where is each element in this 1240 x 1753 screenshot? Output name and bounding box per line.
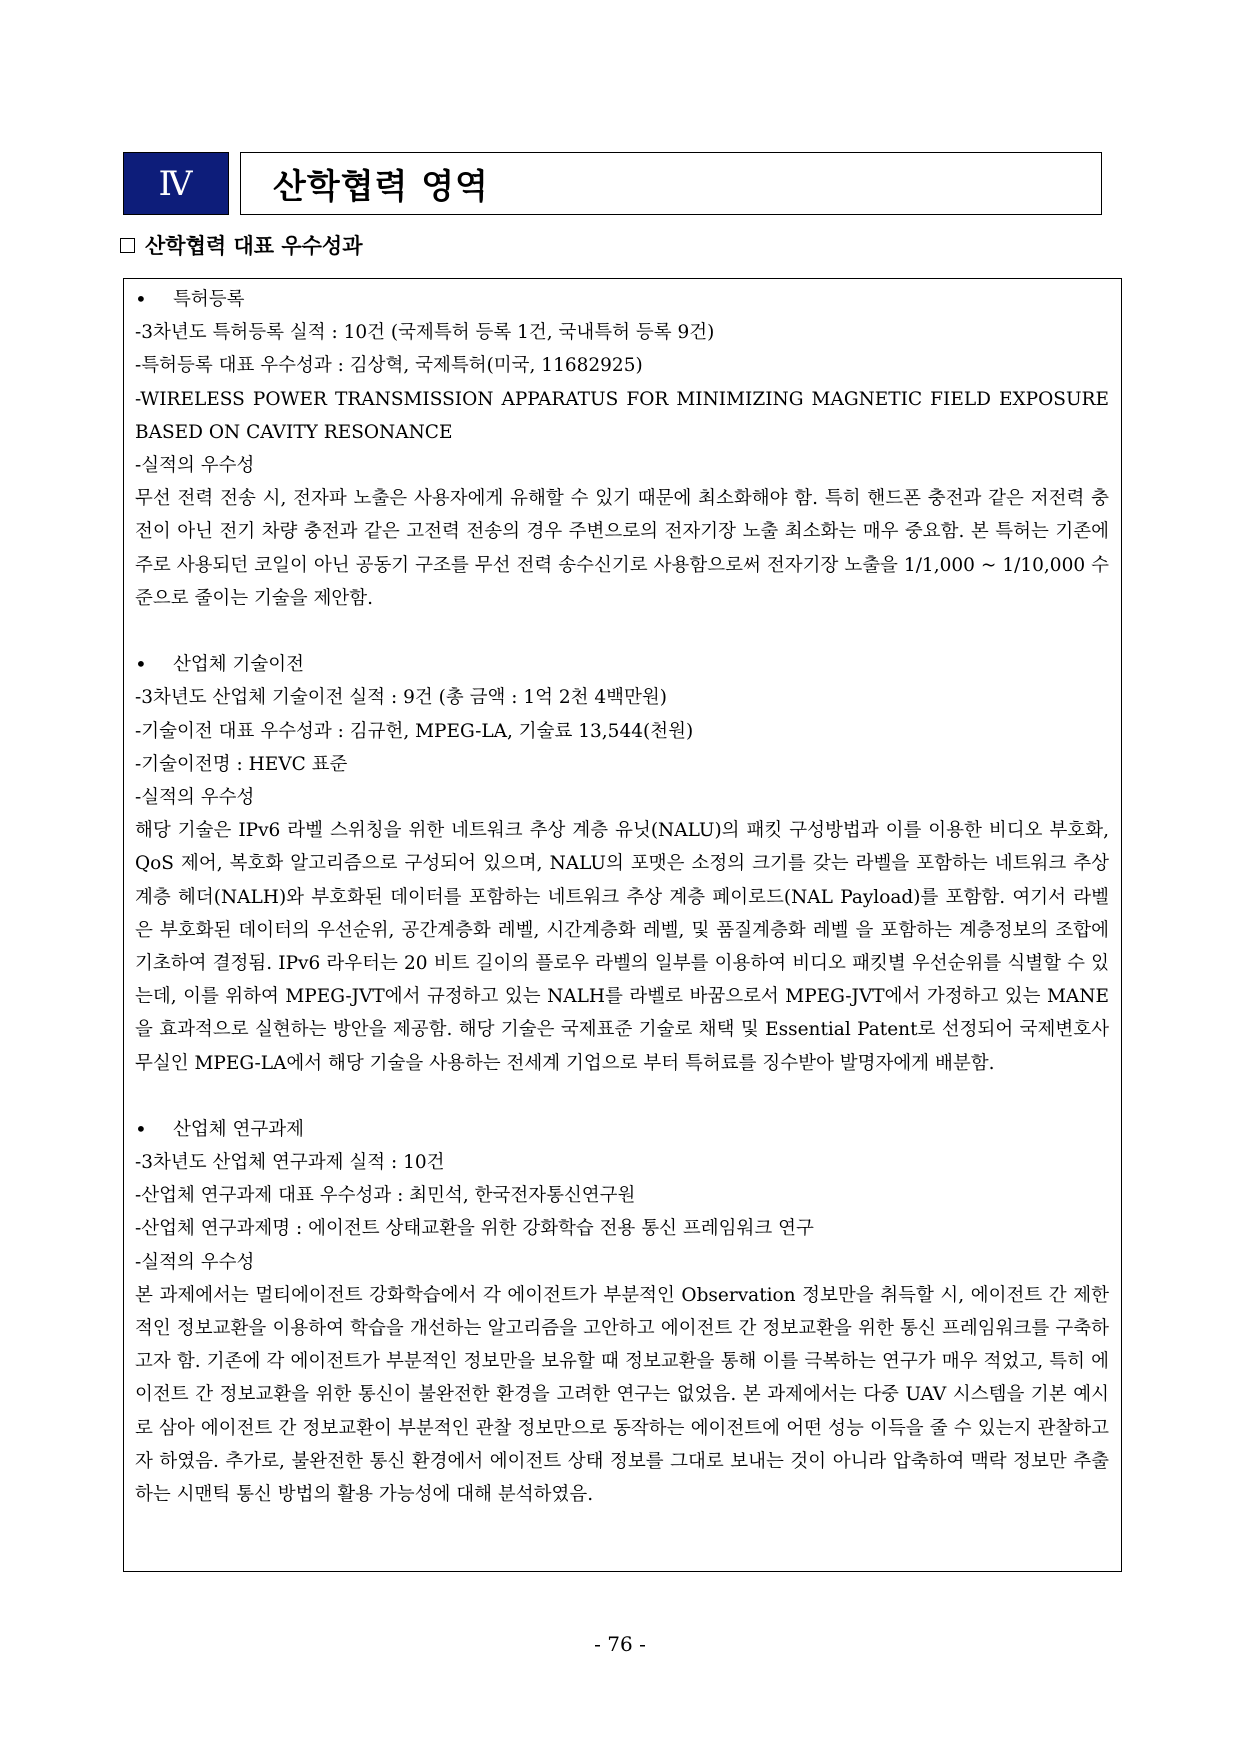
paragraph-research: 본 과제에서는 멀티에이전트 강화학습에서 각 에이전트가 부분적인 Observation 정보만을 취득할 시, 에이전트 간 제한적인 정보교환을 이용하여 학습을 개선하는 알고리즘을 고안하고 에이전트 간 정보교환을 위한 통신 프레임워크를 구축하고자 함. 기존에 각 에이전트가 부분적인 정보만을 보유할 때 정보교환을 통해 이를 극복하는 연구가 매우 적었고, 특히 에이전트 간 정보교환을 위한 통신이 불완전한 환경을 고려한 연구는 없었음. 본 과제에서는 다중 UAV 시스템을 기본 예시로 삼아 에이전트 간 정보교환이 부분적인 관찰 정보만으로 동작하는 에이전트에 어떤 성능 이득을 줄 수 있는지 관찰하고자 하였음. 추가로, 불완전한 통신 환경에서 에이전트 상태 정보를 그대로 보내는 것이 아니라 압축하여 맥락 정보만 추출하는 시맨틱 통신 방법의 활용 가능성에 대해 분석하였음.	[135, 1284, 1109, 1506]
text-line: -실적의 우수성	[135, 786, 255, 808]
text-line: -기술이전 대표 우수성과 : 김규헌, MPEG-LA, 기술료 13,544(천원)	[135, 720, 694, 742]
section-number-box	[123, 152, 229, 215]
bullet-label: 산업체 연구과제	[173, 1118, 304, 1140]
bullet-dot-icon: •	[135, 1116, 147, 1141]
paragraph-patent: 무선 전력 전송 시, 전자파 노출은 사용자에게 유해할 수 있기 때문에 최소화해야 함. 특히 핸드폰 충전과 같은 저전력 충전이 아닌 전기 차량 충전과 같은 고전력 전송의 경우 주변으로의 전자기장 노출 최소화는 매우 중요함. 본 특허는 기존에 주로 사용되던 코일이 아닌 공동기 구조를 무선 전력 송수신기로 사용함으로써 전자기장 노출을 1/1,000 ~ 1/10,000 수준으로 줄이는 기술을 제안함.	[135, 488, 1109, 609]
subheading	[120, 230, 362, 260]
square-bullet-icon	[120, 238, 135, 253]
bullet-item-patent	[135, 283, 1109, 316]
text-line: -3차년도 특허등록 실적 : 10건 (국제특허 등록 1건, 국내특허 등록 9건)	[135, 322, 715, 344]
text-line: -기술이전명 : HEVC 표준	[135, 753, 348, 775]
bullet-item-research	[135, 1113, 1109, 1146]
text-line: -산업체 연구과제명 : 에이전트 상태교환을 위한 강화학습 전용 통신 프레임워크 연구	[135, 1218, 814, 1240]
text-line: -3차년도 산업체 기술이전 실적 : 9건 (총 금액 : 1억 2천 4백만원)	[135, 687, 667, 709]
text-line: -산업체 연구과제 대표 우수성과 : 최민석, 한국전자통신연구원	[135, 1185, 636, 1207]
section-title-box	[240, 152, 1102, 215]
section-title: 산학협력 영역	[273, 167, 489, 207]
bullet-dot-icon: •	[135, 287, 147, 311]
section-number: Ⅳ	[158, 163, 194, 204]
text-line: -3차년도 산업체 연구과제 실적 : 10건	[135, 1152, 445, 1174]
bullet-label: 산업체 기술이전	[173, 654, 304, 676]
bullet-label: 특허등록	[173, 289, 245, 310]
bullet-item-transfer	[135, 648, 1109, 681]
text-line: -실적의 우수성	[135, 454, 255, 476]
bullet-dot-icon: •	[135, 652, 147, 677]
text-line: -실적의 우수성	[135, 1251, 255, 1273]
text-line: -특허등록 대표 우수성과 : 김상혁, 국제특허(미국, 11682925)	[135, 355, 643, 377]
page-number: - 76 -	[594, 1632, 646, 1656]
paragraph-transfer: 해당 기술은 IPv6 라벨 스위칭을 위한 네트워크 추상 계층 유닛(NALU)의 패킷 구성방법과 이를 이용한 비디오 부호화, QoS 제어, 복호화 알고리즘으로 구성되어 있으며, NALU의 포맷은 소정의 크기를 갖는 라벨을 포함하는 네트워크 추상 계층 헤더(NALH)와 부호화된 데이터를 포함하는 네트워크 추상 계층 페이로드(NAL Payload)를 포함함. 여기서 라벨은 부호화된 데이터의 우선순위, 공간계층화 레벨, 시간계층화 레벨, 및 품질계층화 레벨 을 포함하는 계층정보의 조합에 기초하여 결정됨. IPv6 라우터는 20 비트 길이의 플로우 라벨의 일부를 이용하여 비디오 패킷별 우선순위를 식별할 수 있는데, 이를 위하여 MPEG-JVT에서 규정하고 있는 NALH를 라벨로 바꿈으로서 MPEG-JVT에서 가정하고 있는 MANE을 효과적으로 실현하는 방안을 제공함. 해당 기술은 국제표준 기술로 채택 및 Essential Patent로 선정되어 국제변호사무실인 MPEG-LA에서 해당 기술을 사용하는 전세계 기업으로 부터 특허료를 징수받아 발명자에게 배분함.	[135, 820, 1110, 1074]
text-line: -WIRELESS POWER TRANSMISSION APPARATUS FOR MINIMIZING MAGNETIC FIELD EXPOSURE BASED ON CAVITY RESONANCE	[135, 388, 1109, 443]
content-box	[123, 278, 1122, 1572]
subheading-text: 산학협력 대표 우수성과	[145, 234, 363, 258]
